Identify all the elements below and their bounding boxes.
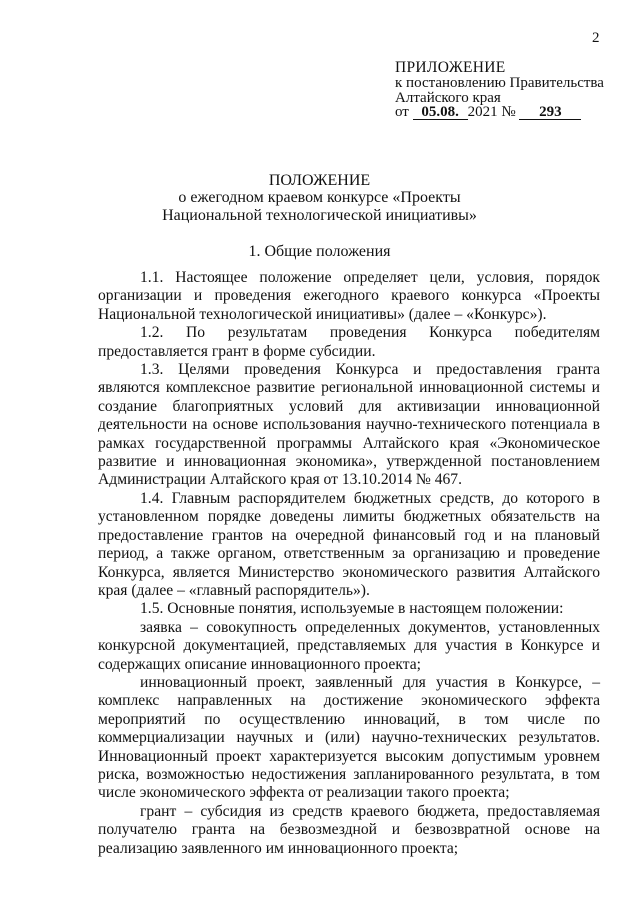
appendix-title: ПРИЛОЖЕНИЕ xyxy=(395,59,506,76)
paragraph: 1.2. По результатам проведения Конкурса победителям предоставляется грант в форме субсидии. xyxy=(98,324,600,360)
appendix-date-line xyxy=(395,105,604,120)
year-text: 2021 № xyxy=(467,104,516,120)
decree-number: 293 xyxy=(519,106,581,120)
date-prefix: от xyxy=(395,104,409,120)
paragraph: 1.1. Настоящее положение определяет цели, условия, порядок организации и проведения ежегодного краевого конкурса «Проекты Национальной технологической инициативы» (далее – «Конкурс»). xyxy=(98,269,600,323)
paragraph: грант – субсидия из средств краевого бюджета, предоставляемая получателю гранта на безвозмездной и безвозвратной основе на реализацию заявленного им инновационного проекта; xyxy=(98,802,600,857)
appendix-block xyxy=(395,60,604,120)
paragraph: 1.5. Основные понятия, используемые в настоящем положении: xyxy=(140,600,564,618)
document-body xyxy=(98,269,600,858)
document-title: ПОЛОЖЕНИЕ xyxy=(268,172,371,189)
appendix-line-2: Алтайского края xyxy=(395,89,501,106)
paragraph: инновационный проект, заявленный для участия в Конкурсе, – комплекс направленных на достижение экономического эффекта мероприятий по осуществлению инноваций, в том числе по коммерциализации научных и (или) научно-технических результатов. Инновационный проект характеризуется высоким допустимым уровнем риска, возможностью недостижения запланированного результата, в том числе экономического эффекта от реализации такого проекта; xyxy=(98,673,600,802)
document-subtitle-1: о ежегодном краевом конкурсе «Проекты xyxy=(178,189,461,206)
paragraph: 1.3. Целями проведения Конкурса и предоставления гранта являются комплексное развитие региональной инновационной системы и создание благоприятных условий для активизации инновационной деятельности на основе использования научно-технического потенциала в рамках государственной программы Алтайского края «Экономическое развитие и инновационная экономика», утвержденной постановлением Администрации Алтайского края от 13.10.2014 № 467. xyxy=(98,361,600,489)
date-value: 05.08. xyxy=(413,106,468,120)
paragraph: 1.4. Главным распорядителем бюджетных средств, до которого в установленном порядке доведены лимиты бюджетных обязательств на предоставление грантов на очередной финансовый год и на плановый период, а также органом, ответственным за организацию и проведение Конкурса, является Министерство экономического развития Алтайского края (далее – «главный распорядитель»). xyxy=(98,489,600,599)
section-heading: 1. Общие положения xyxy=(248,243,391,260)
appendix-line-1: к постановлению Правительства xyxy=(395,75,604,91)
page-number: 2 xyxy=(592,30,600,46)
paragraph: заявка – совокупность определенных документов, установленных конкурсной документацией, представляемых для участия в Конкурсе и содержащих описание инновационного проекта; xyxy=(98,618,600,673)
document-subtitle-2: Национальной технологической инициативы» xyxy=(162,207,477,224)
